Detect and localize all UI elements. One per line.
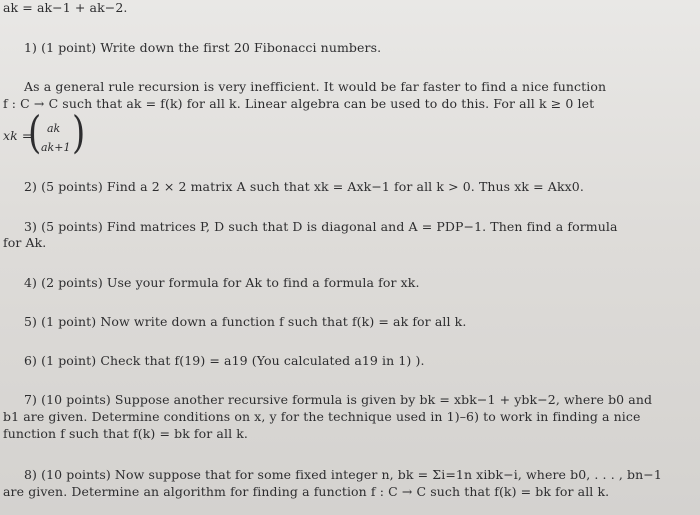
vector-bottom-entry: ak+1 xyxy=(41,141,71,154)
general-rule-line-1: As a general rule recursion is very inefficient. It would be far faster to find a nice function xyxy=(24,79,607,94)
left-parenthesis: ( xyxy=(28,107,42,159)
question-4: 4) (2 points) Use your formula for Ak to find a formula for xk. xyxy=(24,275,420,290)
general-rule-line-2: f : C → C such that ak = f(k) for all k. Linear algebra can be used to do this. For all k ≥ 0 let xyxy=(3,96,595,111)
question-3-line-1: 3) (5 points) Find matrices P, D such that D is diagonal and A = PDP−1. Then find a formula xyxy=(24,219,618,234)
question-7-line-2: b1 are given. Determine conditions on x, y for the technique used in 1)–6) to work in finding a nice xyxy=(3,409,641,424)
question-7-line-1: 7) (10 points) Suppose another recursive formula is given by bk = xbk−1 + ybk−2, where b0 and xyxy=(24,392,653,407)
question-8-line-2: are given. Determine an algorithm for finding a function f : C → C such that f(k) = bk for all k. xyxy=(3,484,610,499)
right-parenthesis: ) xyxy=(72,107,86,159)
question-1: 1) (1 point) Write down the first 20 Fibonacci numbers. xyxy=(24,40,382,55)
question-6: 6) (1 point) Check that f(19) = a19 (You calculated a19 in 1) ). xyxy=(24,353,425,368)
recurrence-line: ak = ak−1 + ak−2. xyxy=(3,0,128,15)
question-5: 5) (1 point) Now write down a function f such that f(k) = ak for all k. xyxy=(24,314,467,329)
xk-column-vector xyxy=(28,107,98,162)
question-7-line-3: function f such that f(k) = bk for all k. xyxy=(3,426,249,441)
question-2: 2) (5 points) Find a 2 × 2 matrix A such that xk = Axk−1 for all k > 0. Thus xk = Akx0. xyxy=(24,179,584,194)
question-8-line-1: 8) (10 points) Now suppose that for some fixed integer n, bk = Σi=1n xibk−i, where b0, . . . , bn−1 xyxy=(24,467,662,482)
vector-top-entry: ak xyxy=(47,122,61,135)
xk-definition-label: xk = xyxy=(3,128,33,143)
question-3-line-2: for Ak. xyxy=(3,235,47,250)
